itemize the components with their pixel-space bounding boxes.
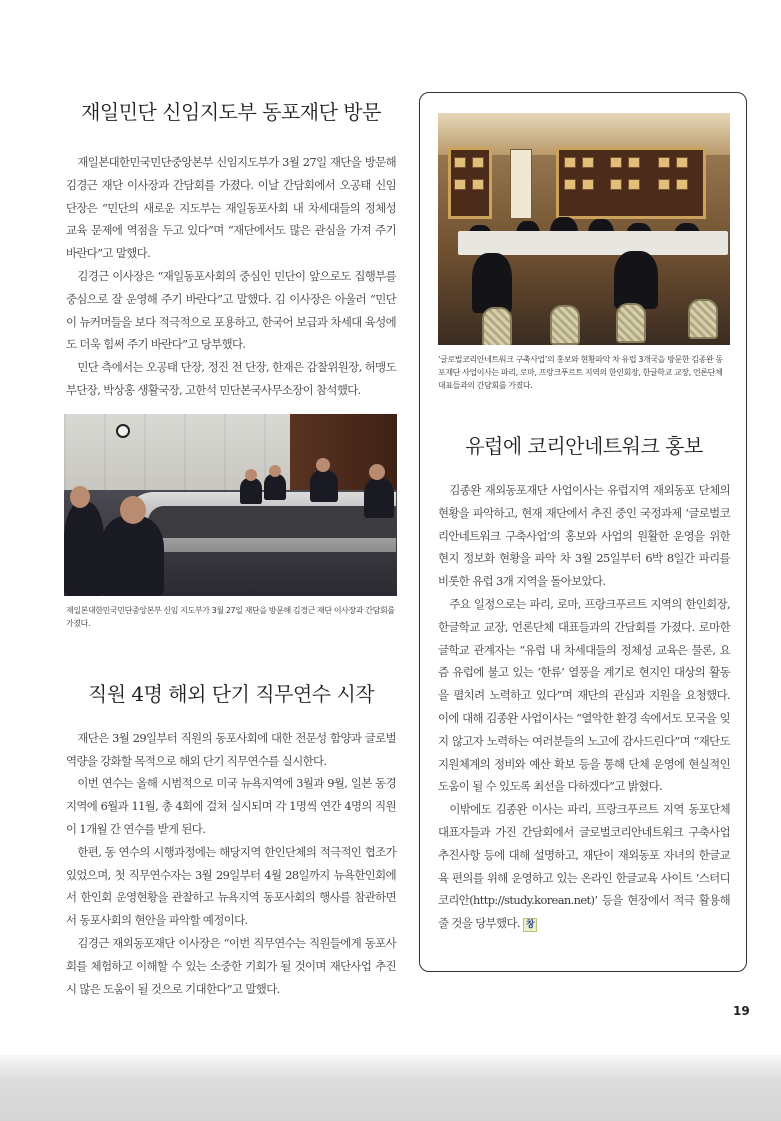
left-column — [66, 96, 396, 1000]
meeting-photo — [64, 414, 397, 596]
article-2-paragraph-3: 한편, 동 연수의 시행과정에는 해당지역 한인단체의 적극적인 협조가 있었으며, 첫 직무연수자는 3월 29일부터 4월 28일까지 뉴욕한인회에서 한인회 운영현황을 관찰하고 뉴욕지역 동포사회의 행사를 참관하면서 동포사회의 현안을 파악할 예정이다. — [66, 844, 396, 928]
article-2-body — [66, 727, 396, 1001]
article-2-paragraph-2: 이번 연수는 올해 시범적으로 미국 뉴욕지역에 3월과 9월, 일본 동경지역에 6월과 11월, 총 4회에 걸쳐 실시되며 각 1명씩 연간 4명의 직원이 1개월 간 연수를 받게 된다. — [66, 776, 396, 836]
right-paragraph-3 — [438, 798, 730, 935]
article-1-paragraph-1: 재일본대한민국민단중앙본부 신임지도부가 3월 27일 재단을 방문해 김경근 재단 이사장과 간담회를 가졌다. 이날 간담회에서 오공태 신임 단장은 “민단의 새로운 지도부는 재일동포사회 내 차세대들의 정체성 교육 문제에 역점을 두고 있다”며 “재단에서도 많은 관심을 가져 주기 바란다”고 말했다. — [66, 155, 396, 261]
article-1-title: 재일민단 신임지도부 동포재단 방문 — [81, 100, 381, 124]
clock-icon — [116, 424, 130, 438]
article-1-paragraph-2: 김경근 이사장은 “재일동포사회의 중심인 민단이 앞으로도 집행부를 중심으로 잘 운영해 주기 바란다”고 말했다. 김 이사장은 아울러 “민단이 뉴커머들을 보다 적극적으로 포용하고, 한국어 보급과 차세대 육성에도 더욱 힘써 주기 바란다”고 당부했다. — [66, 268, 396, 352]
right-article-title: 유럽에 코리안네트워크 홍보 — [465, 434, 703, 458]
article-2-title: 직원 4명 해외 단기 직무연수 시작 — [87, 681, 375, 706]
right-paragraph-3-text: 이밖에도 김종완 이사는 파리, 프랑크푸르트 지역 동포단체대표자들과 가진 간담회에서 글로벌코리안네트워크 구축사업 추진사항 등에 대해 설명하고, 재단이 재외동포 자녀의 한글교육 편의를 위해 운영하고 있는 온라인 한글교육 사이트 ‘스터디 코리안(http://study.korean.net)’ 등을 현장에서 적극 활용해 줄 것을 당부했다. — [438, 802, 730, 931]
article-2-paragraph-1: 재단은 3월 29일부터 직원의 동포사회에 대한 전문성 함양과 글로벌 역량을 강화할 목적으로 해외 단기 직무연수를 실시한다. — [66, 730, 396, 768]
right-article-body — [438, 479, 730, 935]
article-2-paragraph-4: 김경근 재외동포재단 이사장은 “이번 직무연수는 직원들에게 동포사회를 체험하고 이해할 수 있는 소중한 기회가 될 것이며 재단사업 추진 시 많은 도움이 될 것으로 기대한다”고 말했다. — [66, 935, 396, 996]
right-paragraph-1: 김종완 재외동포재단 사업이사는 유럽지역 재외동포 단체의 현황을 파악하고, 현재 재단에서 추진 중인 국정과제 ‘글로벌코리안네트워크 구축사업’의 홍보와 사업의 원활한 운영을 위한 현지 정보화 현황을 파악 차 3월 25일부터 6박 8일간 파리를 비롯한 유럽 3개 지역을 돌아보았다. — [438, 483, 730, 589]
end-mark-icon: 창 — [523, 918, 537, 932]
right-paragraph-2: 주요 일정으로는 파리, 로마, 프랑크푸르트 지역의 한인회장, 한글학교 교장, 언론단체 대표들과의 간담회를 가졌다. 로마한글학교 관계자는 “유럽 내 차세대들의 정체성 교육은 물론, 요즘 유럽에 불고 있는 ‘한류’ 열풍을 계기로 현지인 대상의 활동을 펼치려 노력하고 있다”며 재단의 관심과 지원을 요청했다. 이에 대해 김종완 사업이사는 “열악한 환경 속에서도 모국을 잊지 않고자 노력하는 여러분들의 노고에 감사드린다”며 “재단도 지원체계의 정비와 예산 확보 등을 통해 단체 운영에 현실적인 도움이 될 수 있도록 최선을 다하겠다”고 밝혔다. — [438, 596, 730, 794]
scan-edge-band — [0, 1055, 781, 1121]
page-number: 19 — [733, 1004, 750, 1018]
europe-photo-caption: ‘글로벌코리안네트워크 구축사업’의 홍보와 현황파악 차 유럽 3개국을 방문한 김종완 동포재단 사업이사는 파리, 로마, 프랑크푸르트 지역의 한인회장, 한글학교 교장, 언론단체 대표들과의 간담회를 가졌다. — [438, 355, 723, 390]
right-article-box — [419, 92, 747, 972]
article-1-paragraph-3: 민단 측에서는 오공태 단장, 정진 전 단장, 한재은 감찰위원장, 허맹도 부단장, 박상홍 생활국장, 고한석 민단본국사무소장이 참석했다. — [66, 360, 396, 397]
right-article — [438, 113, 730, 935]
europe-meeting-photo — [438, 113, 730, 345]
article-1-body — [66, 151, 396, 402]
meeting-photo-caption: 재일본대한민국민단중앙본부 신임 지도부가 3월 27일 재단을 방문해 김경근 재단 이사장과 간담회를 가졌다. — [66, 605, 395, 628]
